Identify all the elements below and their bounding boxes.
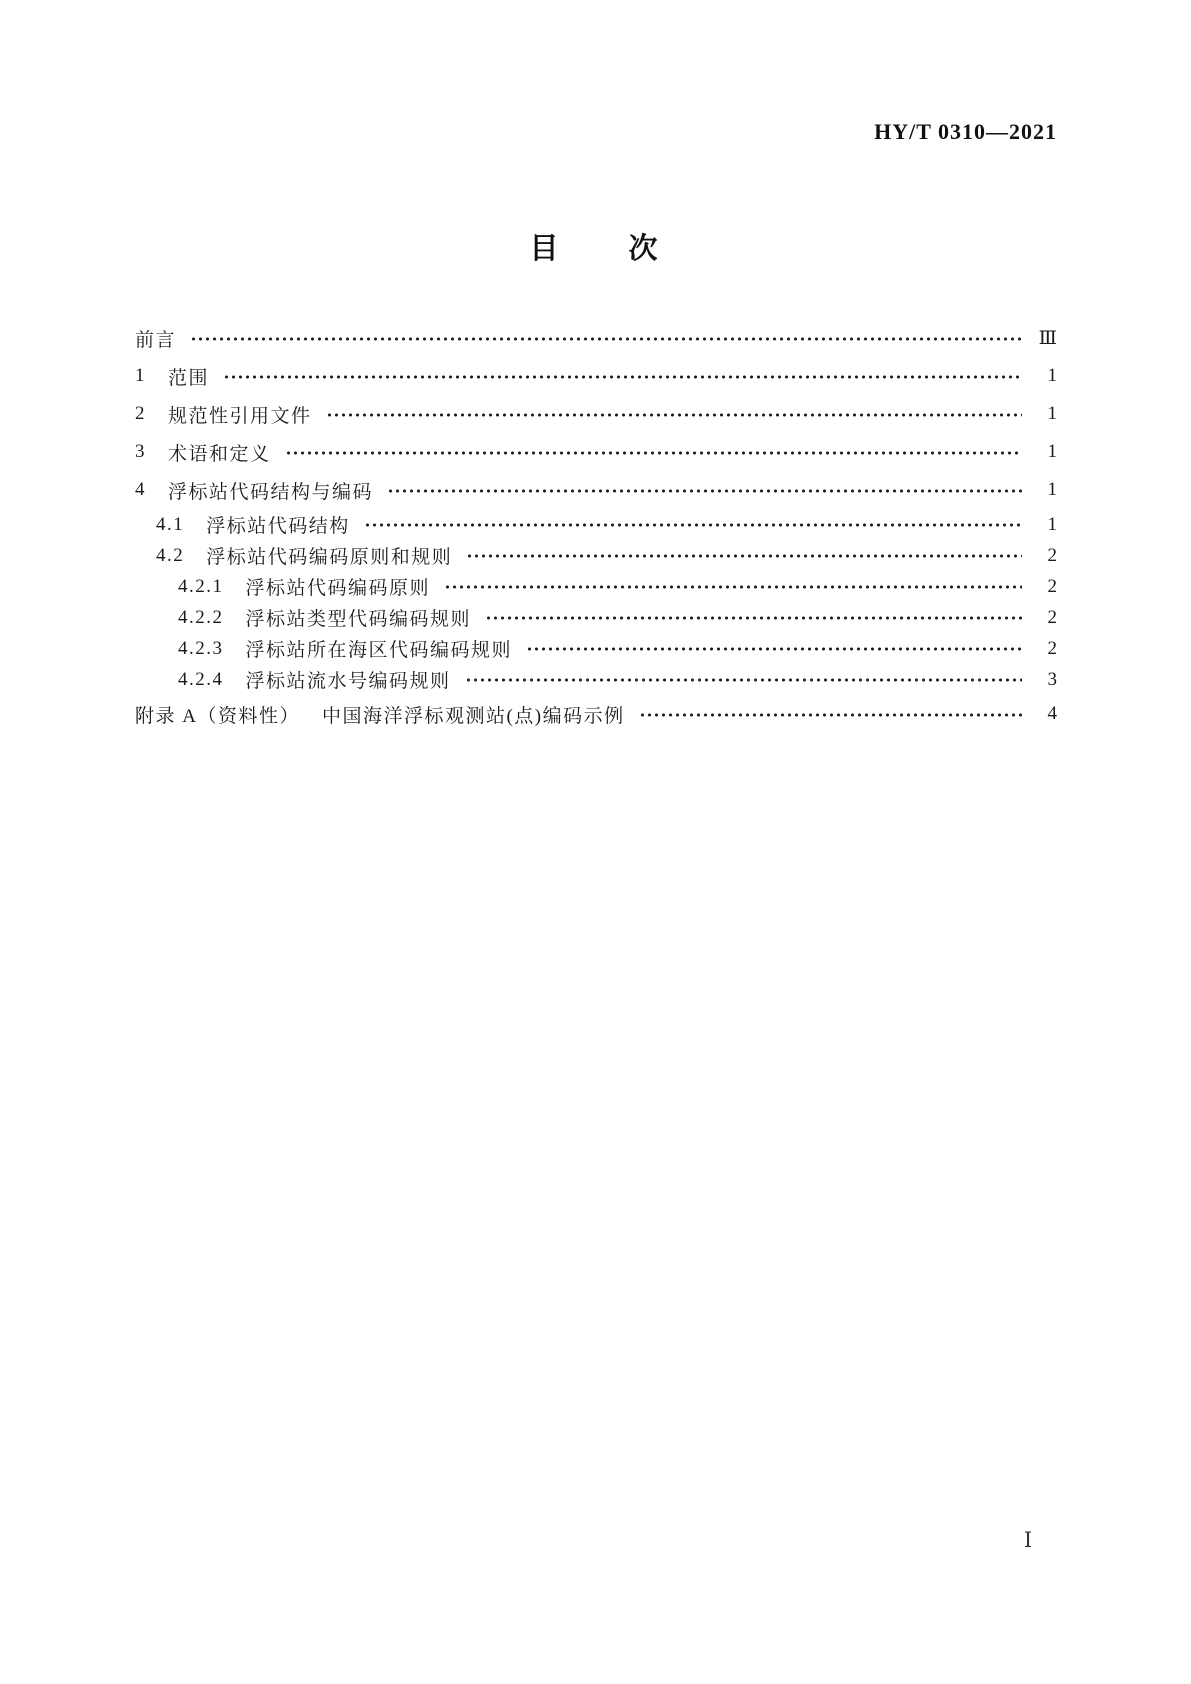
dot-leader xyxy=(221,357,1022,395)
toc-item-title: 浮标站类型代码编码规则 xyxy=(245,609,472,630)
toc-item xyxy=(135,319,1057,357)
dot-leader xyxy=(324,395,1022,433)
toc-item xyxy=(135,471,1057,509)
toc-item-number: 4.2.4 xyxy=(178,668,224,690)
toc-item-title: 浮标站代码结构 xyxy=(206,516,350,537)
toc-item xyxy=(135,664,1057,695)
toc-item-title: 规范性引用文件 xyxy=(168,405,312,427)
dot-leader xyxy=(283,433,1022,471)
toc-page-number: 2 xyxy=(1047,544,1057,566)
toc-page-number: 2 xyxy=(1047,606,1057,628)
toc-page-number: 1 xyxy=(1047,403,1057,424)
toc-page-number: 4 xyxy=(1047,703,1057,724)
toc-item-title: 浮标站所在海区代码编码规则 xyxy=(245,640,513,661)
toc-title: 目 次 xyxy=(529,231,662,265)
toc-item xyxy=(135,433,1057,471)
toc-item xyxy=(135,571,1057,602)
toc-item-number: 2 xyxy=(135,403,146,424)
toc-item-title: 浮标站代码编码原则 xyxy=(245,578,431,599)
toc-item-number: 4 xyxy=(135,479,146,500)
toc-item xyxy=(135,633,1057,664)
toc-page-number: 1 xyxy=(1047,513,1057,535)
toc-page-number: 2 xyxy=(1047,637,1057,659)
toc-item-number: 3 xyxy=(135,441,146,462)
toc-item-title: 浮标站流水号编码规则 xyxy=(245,671,451,692)
toc-page-number: 1 xyxy=(1047,441,1057,462)
toc-page-number: 1 xyxy=(1047,479,1057,500)
toc-item-number: 4.2.1 xyxy=(178,575,224,597)
toc-item-number: 4.2.3 xyxy=(178,637,224,659)
toc-item-number: 附录 A（资料性） xyxy=(135,705,300,727)
toc-item xyxy=(135,509,1057,540)
toc-item-title: 浮标站代码编码原则和规则 xyxy=(206,547,453,568)
dot-leader xyxy=(524,633,1022,664)
toc-item-title: 中国海洋浮标观测站(点)编码示例 xyxy=(321,705,625,727)
toc-page-number: 1 xyxy=(1047,365,1057,386)
dot-leader xyxy=(188,319,1022,357)
toc-item-number: 1 xyxy=(135,365,146,386)
toc-item xyxy=(135,540,1057,571)
toc-item xyxy=(135,602,1057,633)
document-code: HY/T 0310—2021 xyxy=(874,119,1057,144)
toc-item-number: 4.1 xyxy=(156,513,185,535)
toc-item-number: 4.2.2 xyxy=(178,606,224,628)
dot-leader xyxy=(385,471,1022,509)
dot-leader xyxy=(483,602,1022,633)
dot-leader xyxy=(362,509,1022,540)
toc-item-title: 范围 xyxy=(168,367,210,389)
toc-item-title: 术语和定义 xyxy=(168,443,271,465)
toc-page-number: Ⅲ xyxy=(1038,327,1057,349)
dot-leader xyxy=(637,695,1022,733)
toc-item xyxy=(135,357,1057,395)
toc-item-appendix xyxy=(135,695,1057,733)
dot-leader xyxy=(464,540,1022,571)
toc-page-number: 2 xyxy=(1047,575,1057,597)
dot-leader xyxy=(442,571,1022,602)
dot-leader xyxy=(463,664,1022,695)
table-of-contents xyxy=(135,319,1057,733)
toc-item-number: 4.2 xyxy=(156,544,185,566)
page-number-footer: Ⅰ xyxy=(1023,1528,1033,1552)
toc-item-title: 浮标站代码结构与编码 xyxy=(168,481,374,503)
toc-item xyxy=(135,395,1057,433)
toc-page-number: 3 xyxy=(1047,668,1057,690)
toc-item-title: 前言 xyxy=(135,329,177,351)
